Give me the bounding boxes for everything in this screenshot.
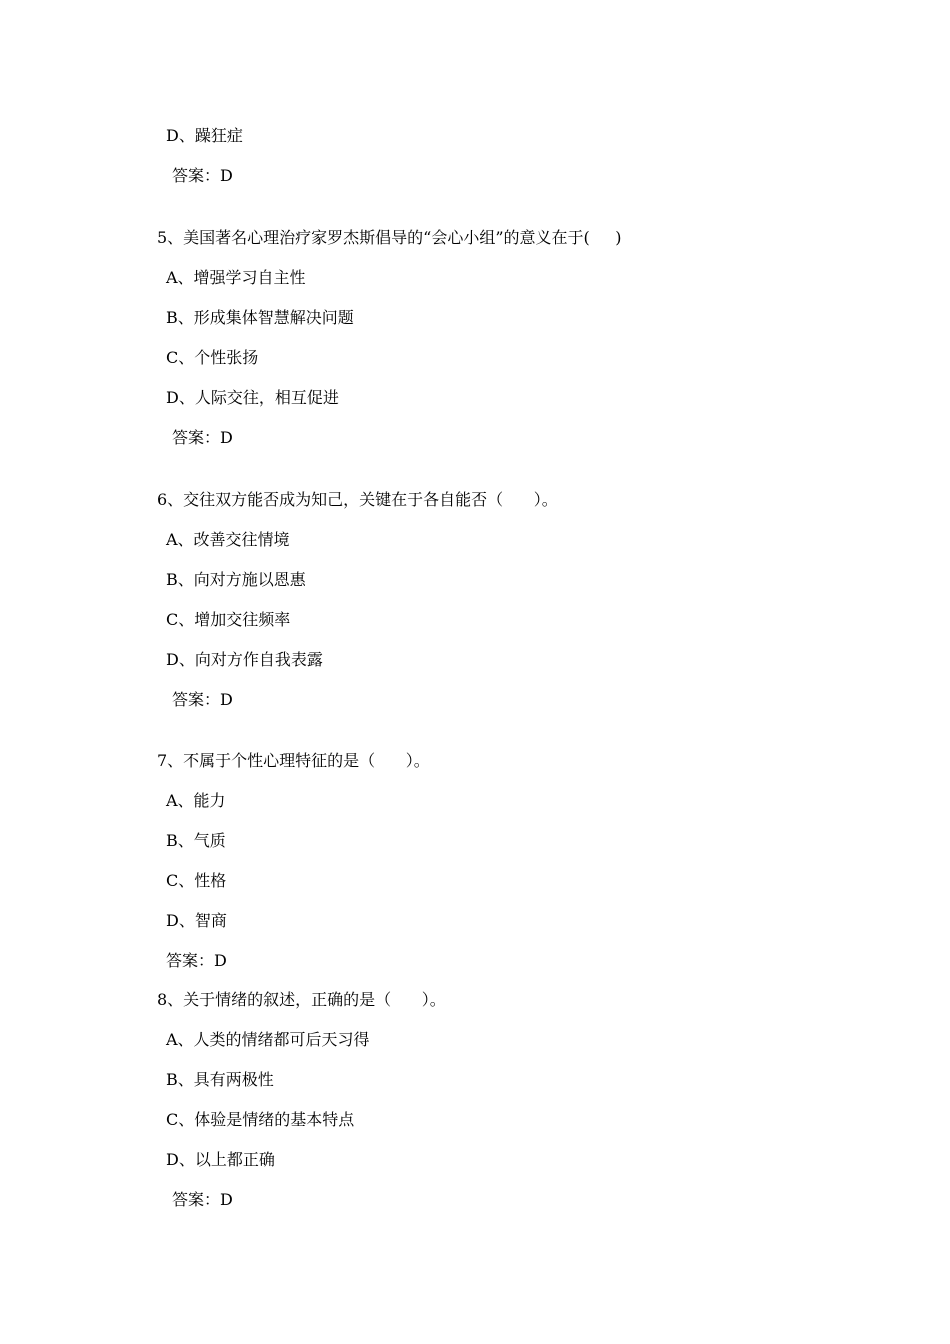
question-5-option-c: C、个性张扬 [166,348,259,367]
question-7-option-b: B、气质 [166,831,226,850]
question-5-option-d: D、人际交往，相互促进 [166,388,339,407]
question-7-option-d: D、智商 [166,911,227,930]
question-7-option-c: C、性格 [166,871,227,890]
question-8-option-c: C、体验是情绪的基本特点 [166,1110,355,1129]
question-7-answer: 答案：D [166,951,227,970]
question-7-option-a: A、能力 [166,791,226,810]
question-6-option-a: A、改善交往情境 [166,530,290,549]
question-6-option-c: C、增加交往频率 [166,610,291,629]
question-5-option-b: B、形成集体智慧解决问题 [166,308,354,327]
question-5-stem: 5、美国著名心理治疗家罗杰斯倡导的“会心小组”的意义在于( ) [157,228,622,247]
question-6-answer: 答案：D [172,690,233,709]
question-7-stem: 7、不属于个性心理特征的是（ ）。 [157,751,430,770]
question-8-stem: 8、关于情绪的叙述，正确的是（ ）。 [157,990,446,1009]
question-8-option-a: A、人类的情绪都可后天习得 [166,1030,370,1049]
answer-previous: 答案：D [172,166,233,185]
question-8-answer: 答案：D [172,1190,233,1209]
question-8-option-d: D、以上都正确 [166,1150,275,1169]
question-6-stem: 6、交往双方能否成为知己，关键在于各自能否（ ）。 [157,490,558,509]
question-5-answer: 答案：D [172,428,233,447]
question-6-option-b: B、向对方施以恩惠 [166,570,306,589]
question-6-option-d: D、向对方作自我表露 [166,650,323,669]
option-d-previous: D、躁狂症 [166,126,243,145]
question-8-option-b: B、具有两极性 [166,1070,274,1089]
question-5-option-a: A、增强学习自主性 [166,268,306,287]
